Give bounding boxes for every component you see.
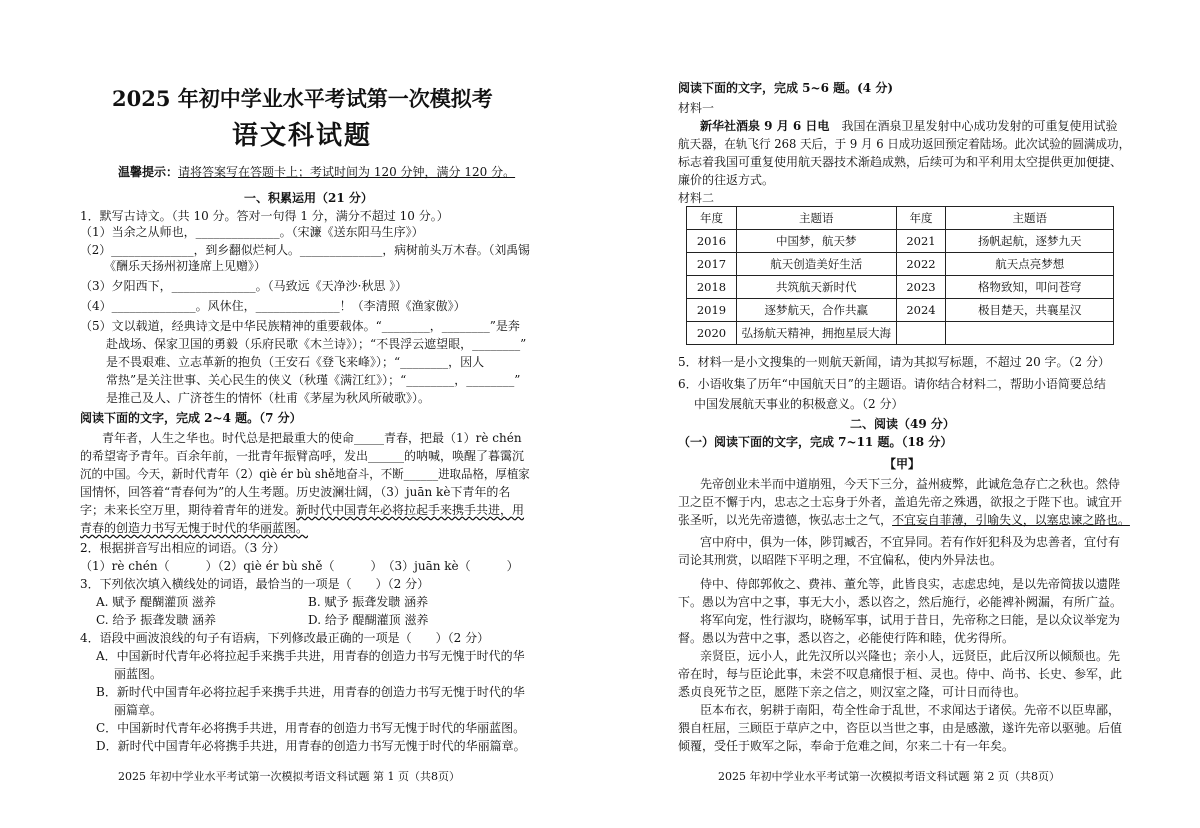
table-cell: 2019 [687, 299, 737, 322]
news-line-2: 标志着我国可重复使用航天器技术渐趋成熟，后续可为和平利用太空提供更加便捷、 [678, 155, 1123, 169]
q1-line-1: （1）当余之从师也，______________。（宋濂《送东阳马生序》） [80, 225, 424, 239]
table-cell: 2017 [687, 253, 737, 276]
q3-option-b: B. 赋予 振聋发聩 涵养 [308, 595, 429, 609]
section-1-heading: 一、积累运用（21 分） [244, 191, 373, 205]
q4-text: 4．语段中画波浪线的句子有语病，下列修改最正确的一项是（ ）（2 分） [80, 631, 490, 645]
passage-line-4: 司论其刑赏，以昭陛下平明之理，不宜偏私，使内外异法也。 [678, 553, 1003, 567]
underlined-sentence: 不宜妄自菲薄，引喻失义，以塞忠谏之路也。 [892, 513, 1130, 527]
table-cell: 2018 [687, 276, 737, 299]
wavy-sentence-part1: 新时代中国青年必将拉起手来携手共进，用 [296, 503, 525, 517]
exam-page-2 [600, 0, 1200, 828]
passage-line-5: 侍中、侍郎郭攸之、费祎、董允等，此皆良实，志虑忠纯，是以先帝简拔以遗陛 [700, 577, 1121, 591]
table-header: 主题语 [736, 207, 896, 230]
subsection-1-heading: （一）阅读下面的文字，完成 7~11 题。（18 分） [678, 435, 953, 449]
passage-line-11: 悉贞良死节之臣，愿陛下亲之信之，则汉室之隆，可计日而待也。 [678, 685, 1027, 699]
q4-option-d: D．新时代中国青年必将携手共进，用青春的创造力书写无愧于时代的华丽篇章。 [96, 739, 526, 753]
table-cell [896, 322, 946, 345]
table-row [687, 322, 1114, 345]
q1-line-0: 1．默写古诗文。（共 10 分。答对一句得 1 分，满分不超过 10 分。） [80, 209, 449, 223]
table-cell: 2023 [896, 276, 946, 299]
para-line-4 [80, 502, 524, 518]
page-2-footer: 2025 年初中学业水平考试第一次模拟考语文科试题 第 2 页（共8页） [718, 770, 1060, 783]
q1-line-5: （4）______________。风休住，______________！（李清照《渔家傲》） [80, 299, 466, 313]
table-cell: 中国梦，航天梦 [736, 230, 896, 253]
q1-line-2: （2）______________，到乡翻似烂柯人。______________，病树前头万木春。（刘禹锡 [80, 243, 530, 257]
passage-line-10: 帝在时，每与臣论此事，未尝不叹息痛恨于桓、灵也。侍中、尚书、长史、参军，此 [678, 667, 1123, 681]
q4-option-a-line2: 丽蓝图。 [114, 667, 163, 681]
q2-blanks: （1）rè chén（ ）（2）qiè ér bù shě（ ） （3）juān kè（ ） [80, 559, 519, 573]
passage-line-14: 倾覆，受任于败军之际，奉命于危难之间，尔来二十有一年矣。 [678, 739, 1015, 753]
table-cell: 逐梦航天，合作共赢 [736, 299, 896, 322]
table-header-row [687, 207, 1114, 230]
table-cell: 2022 [896, 253, 946, 276]
table-cell: 共筑航天新时代 [736, 276, 896, 299]
table-header: 年度 [687, 207, 737, 230]
table-cell: 航天创造美好生活 [736, 253, 896, 276]
table-cell: 2020 [687, 322, 737, 345]
para-text: 字；未来长空万里，期待着青年的迸发。 [80, 503, 297, 517]
table-header: 主题语 [946, 207, 1114, 230]
table-cell: 航天点亮梦想 [946, 253, 1114, 276]
table-row [687, 276, 1114, 299]
news-lead: 我国在酒泉卫星发射中心成功发射的可重复使用试验 [841, 119, 1118, 133]
exam-subject-title: 语文科试题 [232, 121, 373, 151]
news-line-0 [700, 118, 1117, 134]
tip-label: 温馨提示： [118, 165, 179, 179]
passage-line-9: 亲贤臣，远小人，此先汉所以兴隆也；亲小人，远贤臣，此后汉所以倾颓也。先 [700, 649, 1121, 663]
q4-option-c: C．中国新时代青年必将携手共进，用青春的创造力书写无愧于时代的华丽蓝图。 [96, 721, 526, 735]
passage-line-12: 臣本布衣，躬耕于南阳，苟全性命于乱世，不求闻达于诸侯。先帝不以臣卑鄙， [700, 703, 1121, 717]
table-cell: 2016 [687, 230, 737, 253]
news-dateline: 新华社酒泉 9 月 6 日电 [700, 119, 830, 133]
table-cell: 弘扬航天精神，拥抱星辰大海 [736, 322, 896, 345]
exam-title: 2025 年初中学业水平考试第一次模拟考 [112, 86, 493, 111]
q2-text: 2．根据拼音写出相应的词语。（3 分） [80, 541, 286, 555]
wavy-sentence-part2: 青春的创造力书写无愧于时代的华丽蓝图。 [80, 521, 309, 535]
news-line-1: 航天器，在轨飞行 268 天后，于 9 月 6 日成功返回预定着陆场。此次试验的圆满成功， [678, 137, 1131, 151]
passage-line-3: 宫中府中，俱为一体，陟罚臧否，不宜异同。若有作奸犯科及为忠善者，宜付有 [700, 535, 1121, 549]
q3-text: 3．下列依次填入横线处的词语，最恰当的一项是（ ）（2 分） [80, 577, 430, 591]
material-1-label: 材料一 [678, 101, 715, 115]
q1-line-8: 是不畏艰难、立志革新的抱负（王安石《登飞来峰》）；“________，因人 [106, 355, 485, 369]
q5-text: 5．材料一是小文搜集的一则航天新闻，请为其拟写标题，不超过 20 字。（2 分） [678, 355, 1110, 369]
q6-text-line2: 中国发展航天事业的积极意义。（2 分） [694, 397, 904, 411]
material-2-label: 材料二 [678, 191, 715, 205]
table-cell: 2021 [896, 230, 946, 253]
q4-option-b-line1: B．新时代中国青年必将拉起手来携手共进，用青春的创造力书写无愧于时代的华 [96, 685, 525, 699]
table-row [687, 230, 1114, 253]
table-cell [946, 322, 1114, 345]
para-line-2: 沉的中国。今天，新时代青年（2）qiè ér bù shě地奋斗，不断______进取品格，厚植家 [80, 467, 530, 481]
q3-option-c: C. 给予 振聋发聩 涵养 [96, 613, 217, 627]
passage-line-13: 猥自枉屈，三顾臣于草庐之中，咨臣以当世之事，由是感激，遂许先帝以驱驰。后值 [678, 721, 1123, 735]
q4-option-b-line2: 丽篇章。 [114, 703, 163, 717]
passage-line-8: 督。愚以为营中之事，悉以咨之，必能使行阵和睦，优劣得所。 [678, 631, 1015, 645]
q1-line-3: 《酬乐天扬州初逢席上见赠》） [104, 259, 267, 273]
q1-line-4: （3）夕阳西下，______________。（马致远《天净沙·秋思 》） [80, 279, 408, 293]
table-cell: 极目楚天，共襄星汉 [946, 299, 1114, 322]
tip-text: 请将答案写在答题卡上；考试时间为 120 分钟，满分 120 分。 [178, 165, 516, 179]
table-row [687, 253, 1114, 276]
para-line-3: 国情怀，回答着“青春何为”的人生考题。历史波澜壮阔，（3）juān kè下青年的名 [80, 485, 511, 499]
table-row [687, 299, 1114, 322]
q1-line-6: （5）文以载道，经典诗文是中华民族精神的重要载体。“________，________”是奔 [80, 319, 520, 333]
passage-line-7: 将军向宠，性行淑均，晓畅军事，试用于昔日，先帝称之曰能，是以众议举宠为 [700, 613, 1121, 627]
q1-line-9: 常热”是关注世事、关心民生的侠义（秋瑾《满江红》）；“________，________” [106, 373, 521, 387]
passage-line-2 [678, 512, 1130, 528]
para-line-1: 的希望寄予青年。百余年前，一批青年振臂高呼，发出______的呐喊，唤醒了暮霭沉 [80, 449, 525, 463]
tip-line [118, 164, 515, 180]
q1-line-7: 赴战场、保家卫国的勇毅（乐府民歌《木兰诗》）；“不畏浮云遮望眼，________” [106, 337, 527, 351]
page-1-footer: 2025 年初中学业水平考试第一次模拟考语文科试题 第 1 页（共8页） [118, 770, 460, 783]
q1-line-10: 是推己及人、广济苍生的情怀（杜甫《茅屋为秋风所破歌》）。 [106, 391, 431, 405]
passage-line-1: 卫之臣不懈于内，忠志之士忘身于外者，盖追先帝之殊遇，欲报之于陛下也。诚宜开 [678, 495, 1123, 509]
reading-heading-2-4: 阅读下面的文字，完成 2~4 题。（7 分） [80, 411, 302, 425]
q4-option-a-line1: A．中国新时代青年必将拉起手来携手共进，用青春的创造力书写无愧于时代的华 [96, 649, 525, 663]
passage-line-6: 下。愚以为宫中之事，事无大小，悉以咨之，然后施行，必能裨补阙漏，有所广益。 [678, 595, 1123, 609]
table-cell: 扬帆起航，逐梦九天 [946, 230, 1114, 253]
q3-option-a: A. 赋予 醍醐灌顶 滋养 [96, 595, 216, 609]
reading-heading-5-6: 阅读下面的文字，完成 5~6 题。(4 分) [678, 81, 893, 95]
passage-line-0: 先帝创业未半而中道崩殂，今天下三分，益州疲弊，此诚危急存亡之秋也。然侍 [700, 477, 1121, 491]
para-line-0: 青年者，人生之华也。时代总是把最重大的使命_____青春，把最（1）rè chén [102, 431, 522, 445]
table-header: 年度 [896, 207, 946, 230]
table-cell: 格物致知，叩问苍穹 [946, 276, 1114, 299]
passage-jia-label: 【甲】 [884, 457, 921, 471]
news-line-3: 廉价的往返方式。 [678, 173, 775, 187]
theme-table [686, 206, 1114, 345]
passage-text: 张圣听，以光先帝遗德，恢弘志士之气， [678, 513, 893, 527]
q6-text-line1: 6．小语收集了历年“中国航天日”的主题语。请你结合材料二，帮助小语简要总结 [678, 377, 1106, 391]
section-2-heading: 二、阅读（49 分） [850, 417, 955, 431]
table-cell: 2024 [896, 299, 946, 322]
q3-option-d: D. 给予 醍醐灌顶 滋养 [308, 613, 429, 627]
